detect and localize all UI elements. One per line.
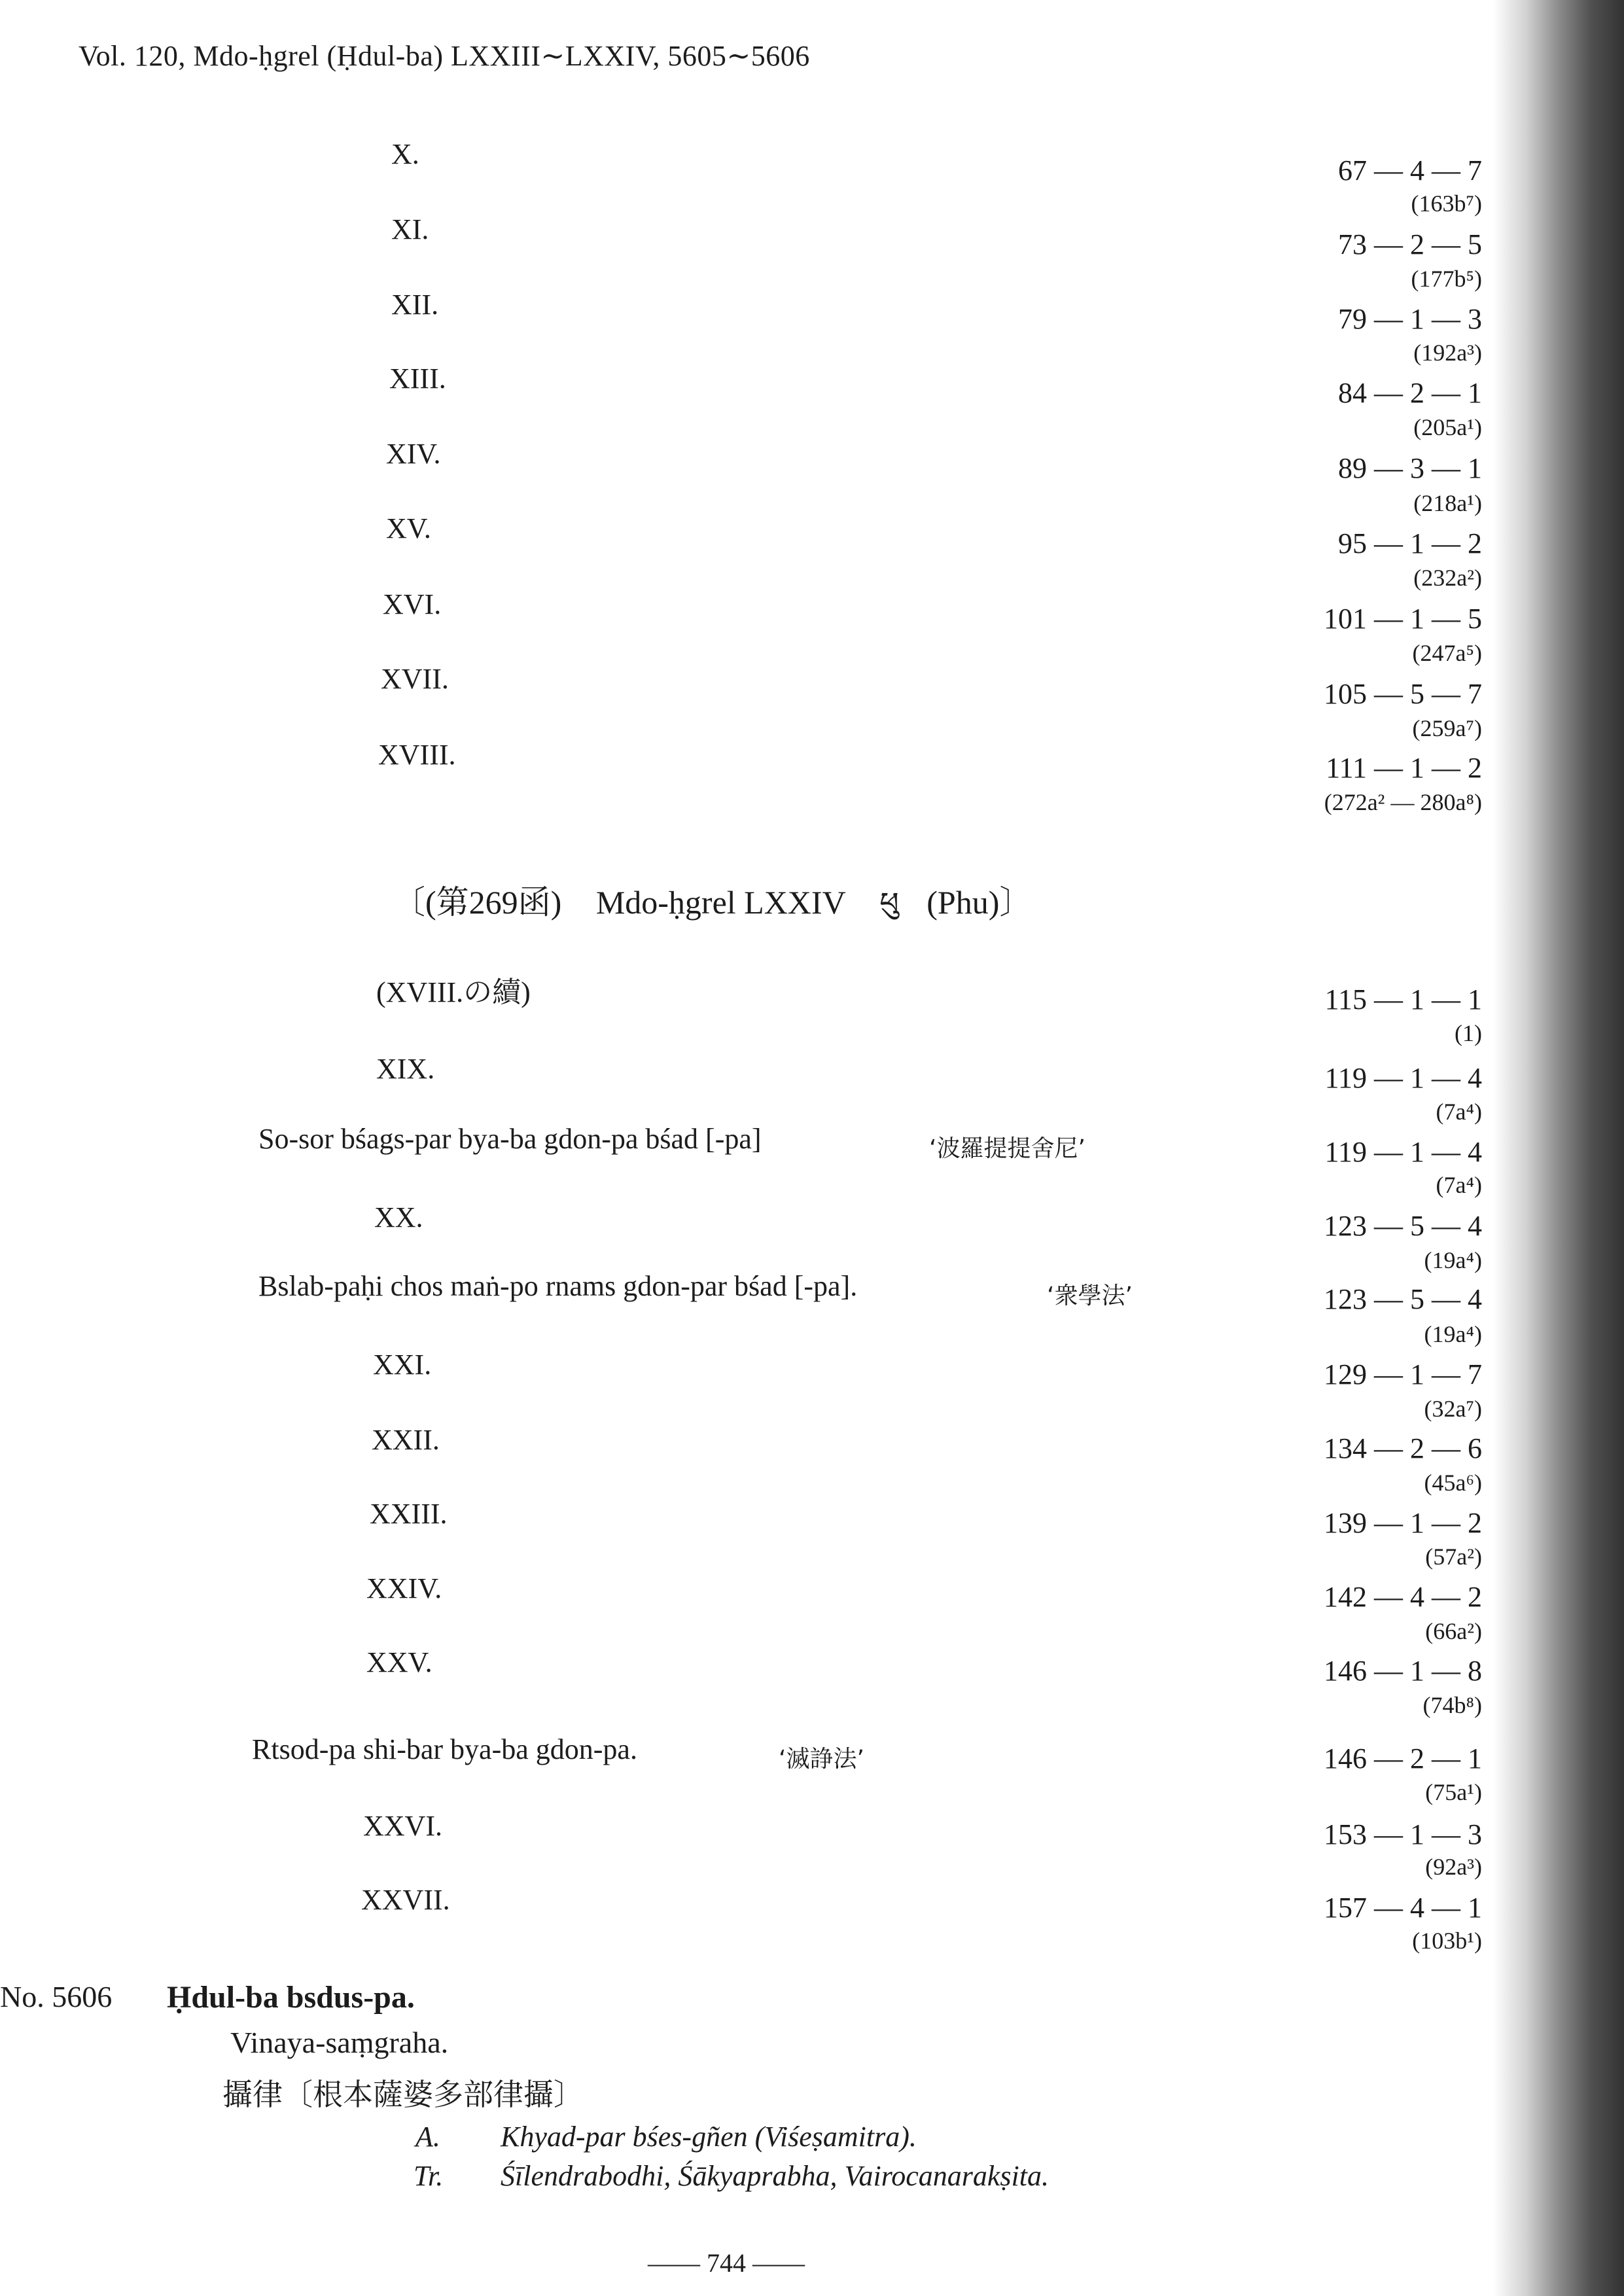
page-header: Vol. 120, Mdo-ḥgrel (Ḥdul-ba) LXXIII∼LXXIV, 5605∼5606 (79, 40, 810, 72)
row-subref: (259a⁷) (1412, 715, 1482, 741)
row-label: X. (391, 138, 419, 170)
row-ref: 95 — 1 — 2 (1338, 527, 1482, 559)
row-label: XXVII. (361, 1884, 450, 1916)
entry-number: No. 5606 (0, 1980, 113, 2013)
row-subref: (205a¹) (1413, 414, 1482, 440)
row-ref: 123 — 5 — 4 (1324, 1283, 1482, 1315)
row-label: XXI. (373, 1349, 432, 1381)
row-label: XXV. (366, 1646, 432, 1678)
author-label: A. (415, 2121, 440, 2153)
row-subref: (32a⁷) (1424, 1396, 1482, 1422)
row-ref: 134 — 2 — 6 (1324, 1432, 1482, 1464)
row-ref: 139 — 1 — 2 (1324, 1507, 1482, 1539)
row-subref: (103b¹) (1412, 1928, 1482, 1954)
row-ref: 129 — 1 — 7 (1324, 1358, 1482, 1390)
row-ref: 119 — 1 — 4 (1324, 1062, 1482, 1094)
row-label: (XVIII.の續) (376, 976, 531, 1008)
cjk-gloss: ‘波羅提提舍尼’ (929, 1135, 1086, 1162)
row-label: XXIII. (370, 1498, 448, 1530)
author-name: Khyad-par bśes-gñen (Viśeṣamitra). (501, 2121, 917, 2153)
section-heading-tibetan: ཕུ (879, 885, 899, 921)
row-ref: 157 — 4 — 1 (1324, 1892, 1482, 1924)
row-ref: 89 — 3 — 1 (1338, 452, 1482, 484)
row-ref: 142 — 4 — 2 (1324, 1581, 1482, 1613)
row-label: XXIV. (366, 1572, 442, 1604)
scan-edge-shadow (1493, 0, 1624, 2296)
text-row: So-sor bśags-par bya-ba gdon-pa bśad [-pa] (258, 1123, 762, 1155)
row-subref: (74b⁸) (1422, 1692, 1482, 1718)
row-label: XV. (386, 512, 431, 544)
row-subref: (1) (1455, 1020, 1482, 1046)
row-label: XXII. (372, 1424, 440, 1456)
row-ref: 67 — 4 — 7 (1338, 154, 1482, 186)
row-ref: 105 — 5 — 7 (1324, 678, 1482, 710)
section-heading-open: 〔(第269函) (393, 884, 562, 921)
row-subref: (218a¹) (1413, 490, 1482, 516)
row-ref: 119 — 1 — 4 (1324, 1136, 1482, 1168)
row-label: XX. (374, 1201, 423, 1233)
row-subref: (66a²) (1425, 1618, 1482, 1644)
row-label: XVIII. (378, 739, 456, 771)
row-subref: (232a²) (1413, 565, 1482, 591)
row-label: XVII. (381, 663, 449, 695)
row-ref: 84 — 2 — 1 (1338, 377, 1482, 409)
section-heading-title: Mdo-ḥgrel LXXIV (595, 884, 845, 921)
row-ref: 123 — 5 — 4 (1324, 1210, 1482, 1242)
row-ref: 115 — 1 — 1 (1324, 983, 1482, 1016)
entry-chinese-title: 攝律〔根本薩婆多部律攝〕 (222, 2077, 584, 2112)
row-subref: (7a⁴) (1436, 1172, 1482, 1198)
row-ref: 111 — 1 — 2 (1326, 752, 1482, 784)
row-subref: (45a⁶) (1424, 1470, 1482, 1496)
row-subref: (92a³) (1425, 1854, 1482, 1880)
row-subref: (7a⁴) (1436, 1099, 1482, 1125)
row-ref: 153 — 1 — 3 (1324, 1818, 1482, 1850)
row-ref: 73 — 2 — 5 (1338, 228, 1482, 260)
row-label: XIX. (376, 1053, 435, 1085)
entry-title: Ḥdul-ba bsdus-pa. (167, 1980, 415, 2015)
row-label: XVI. (383, 588, 442, 620)
row-label: XIII. (389, 362, 446, 395)
translator-label: Tr. (414, 2160, 444, 2192)
text-row: Bslab-paḥi chos maṅ-po rnams gdon-par bśad [-pa]. (258, 1270, 858, 1302)
row-ref: 146 — 1 — 8 (1324, 1655, 1482, 1687)
row-ref: 146 — 2 — 1 (1324, 1742, 1482, 1775)
section-heading-close: (Phu)〕 (927, 884, 1033, 921)
row-subref: (177b⁵) (1411, 266, 1482, 292)
row-ref: 79 — 1 — 3 (1338, 303, 1482, 335)
row-ref: 101 — 1 — 5 (1324, 603, 1482, 635)
section-heading (393, 870, 1032, 955)
row-subref: (163b⁷) (1411, 190, 1482, 217)
row-label: XXVI. (363, 1810, 442, 1842)
row-subref: (75a¹) (1425, 1779, 1482, 1805)
row-subref: (192a³) (1413, 340, 1482, 366)
translator-names: Śīlendrabodhi, Śākyaprabha, Vairocanarakṣita. (501, 2160, 1049, 2192)
row-subref: (57a²) (1425, 1544, 1482, 1570)
row-subref: (247a⁵) (1412, 640, 1482, 666)
cjk-gloss: ‘滅諍法’ (779, 1746, 864, 1773)
row-label: XI. (391, 213, 429, 245)
row-subref: (19a⁴) (1424, 1247, 1482, 1273)
row-label: XII. (391, 289, 439, 321)
row-subref: (272a² — 280a⁸) (1324, 789, 1482, 815)
text-row: Rtsod-pa shi-bar bya-ba gdon-pa. (252, 1733, 637, 1765)
row-subref: (19a⁴) (1424, 1321, 1482, 1347)
page-number: —— 744 —— (648, 2248, 805, 2278)
row-label: XIV. (386, 438, 441, 470)
cjk-gloss: ‘衆學法’ (1047, 1282, 1133, 1309)
entry-sanskrit-title: Vinaya-saṃgraha. (230, 2026, 449, 2059)
